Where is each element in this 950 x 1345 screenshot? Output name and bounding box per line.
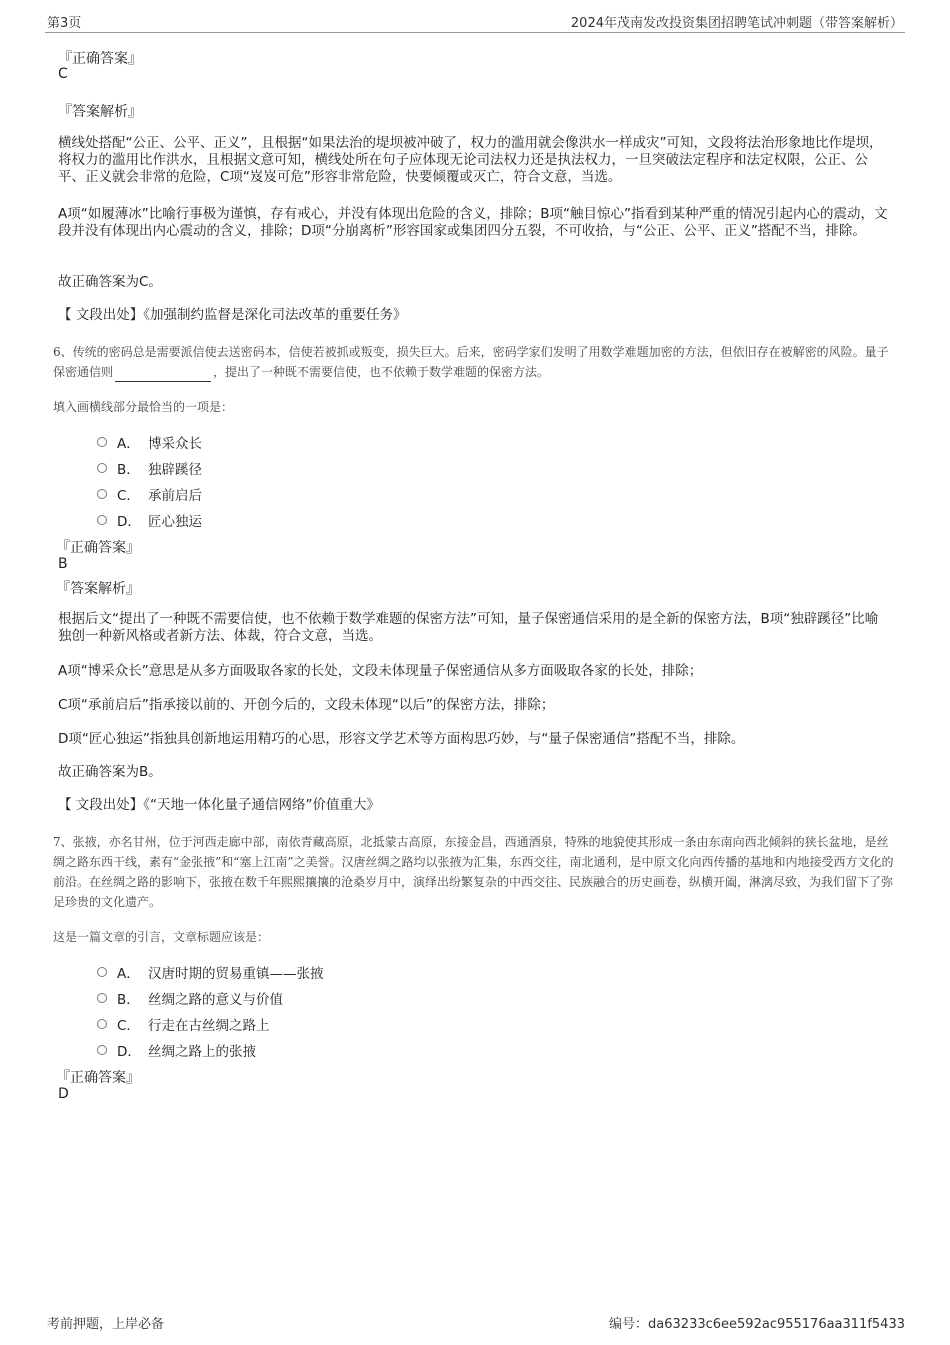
document-title: 2024年茂南发改投资集团招聘笔试冲刺题（带答案解析） [570,16,903,31]
fill-blank [115,368,211,382]
option-letter: A． [117,436,140,452]
option-d[interactable] [97,1040,256,1060]
analysis-paragraph: A项“如履薄冰”比喻行事极为谨慎，存有戒心，并没有体现出危险的含义，排除；B项“触目惊心”指看到某种严重的情况引起内心的震动，文段并没有体现出内心震动的含义，排除；D项“分崩离析”形容国家或集团四分五裂，不可收拾，与“公正、公平、正义”搭配不当，排除。 [58,206,888,239]
option-letter: B． [117,462,140,478]
option-letter: A． [117,966,140,982]
answer-label: 『正确答案』 [56,540,140,556]
analysis-paragraph: 根据后文“提出了一种既不需要信使，也不依赖于数学难题的保密方法”可知，量子保密通信采用的是全新的保密方法，B项“独辟蹊径”比喻独创一种新风格或者新方法、体裁，符合文意，当选。 [58,611,879,644]
header-divider [45,32,905,33]
question-text-part: ，提出了一种既不需要信使，也不依赖于数学难题的保密方法。 [213,365,550,379]
option-text: 丝绸之路上的张掖 [148,1044,256,1060]
analysis-label: 『答案解析』 [58,104,142,120]
analysis-paragraph: C项“承前启后”指承接以前的、开创今后的，文段未体现“以后”的保密方法，排除； [58,697,555,713]
analysis-paragraph: 横线处搭配“公正、公平、正义”，且根据“如果法治的堤坝被冲破了，权力的滥用就会像洪水一样成灾”可知，文段将法治形象地比作堤坝，将权力的滥用比作洪水，且根据文意可知，横线处所在句子应体现无论司法权力还是执法权力，一旦突破法定程序和法定权限，公正、公平、正义就会非常的危险，C项“岌岌可危”形容非常危险，快要倾覆或灭亡，符合文意，当选。 [58,135,883,185]
question-6-prompt: 填入画横线部分最恰当的一项是： [53,400,234,414]
radio-icon[interactable] [97,967,107,977]
footer-slogan: 考前押题，上岸必备 [47,1317,165,1332]
option-c[interactable] [97,484,202,504]
analysis-paragraph: A项“博采众长”意思是从多方面吸取各家的长处，文段未体现量子保密通信从多方面吸取各家的长处，排除； [58,663,703,679]
question-7-text: 7、张掖，亦名甘州，位于河西走廊中部，南依青藏高原，北抵蒙古高原，东接金昌，西通酒泉，特殊的地貌使其形成一条由东南向西北倾斜的狭长盆地，是丝绸之路东西干线，素有“金张掖”和“塞上江南”之美誉。汉唐丝绸之路均以张掖为汇集，东西交往，南北通利，是中原文化向西传播的基地和内地接受西方文化的前沿。在丝绸之路的影响下，张掖在数千年熙熙攘攘的沧桑岁月中，演绎出纷繁复杂的中西交往、民族融合的历史画卷，纵横开阖，淋漓尽致，为我们留下了弥足珍贵的文化遗产。 [53,835,894,909]
analysis-conclusion: 故正确答案为B。 [58,764,162,780]
option-letter: C． [117,1018,140,1034]
option-b[interactable] [97,988,283,1008]
analysis-label: 『答案解析』 [56,581,140,597]
radio-icon[interactable] [97,515,107,525]
option-text: 独辟蹊径 [148,462,202,478]
option-b[interactable] [97,458,202,478]
option-text: 行走在古丝绸之路上 [148,1018,270,1034]
option-text: 丝绸之路的意义与价值 [148,992,283,1008]
option-letter: C． [117,488,140,504]
option-text: 承前启后 [148,488,202,504]
answer-value: D [58,1086,69,1102]
radio-icon[interactable] [97,489,107,499]
answer-label: 『正确答案』 [58,51,142,67]
analysis-conclusion: 故正确答案为C。 [58,274,162,290]
question-text-part: 6、传统的密码总是需要派信使去送密码本，信使若被抓或叛变，损失巨大。后来，密码学家们发明了用数学难题加密的方法，但依旧存在被解密的风险。量子保密通信则 [53,345,889,379]
answer-label: 『正确答案』 [56,1070,140,1086]
answer-value: B [58,556,68,572]
answer-value: C [58,66,68,82]
option-a[interactable] [97,432,202,452]
analysis-paragraph: D项“匠心独运”指独具创新地运用精巧的心思，形容文学艺术等方面构思巧妙，与“量子保密通信”搭配不当，排除。 [58,731,745,747]
option-letter: B． [117,992,140,1008]
option-text: 匠心独运 [148,514,202,530]
source-citation: 【 文段出处】《“天地一体化量子通信网络”价值重大》 [58,797,381,813]
radio-icon[interactable] [97,437,107,447]
option-letter: D． [117,1044,141,1060]
option-a[interactable] [97,962,324,982]
option-letter: D． [117,514,141,530]
question-7-prompt: 这是一篇文章的引言，文章标题应该是： [53,930,270,944]
radio-icon[interactable] [97,1019,107,1029]
radio-icon[interactable] [97,993,107,1003]
question-6-text [53,342,898,382]
option-text: 汉唐时期的贸易重镇——张掖 [148,966,324,982]
radio-icon[interactable] [97,1045,107,1055]
source-citation: 【 文段出处】《加强制约监督是深化司法改革的重要任务》 [58,307,407,323]
option-text: 博采众长 [148,436,202,452]
option-c[interactable] [97,1014,270,1034]
radio-icon[interactable] [97,463,107,473]
page-number: 第3页 [47,16,82,31]
option-d[interactable] [97,510,202,530]
document-id: 编号：da63233c6ee592ac955176aa311f5433 [609,1317,905,1332]
